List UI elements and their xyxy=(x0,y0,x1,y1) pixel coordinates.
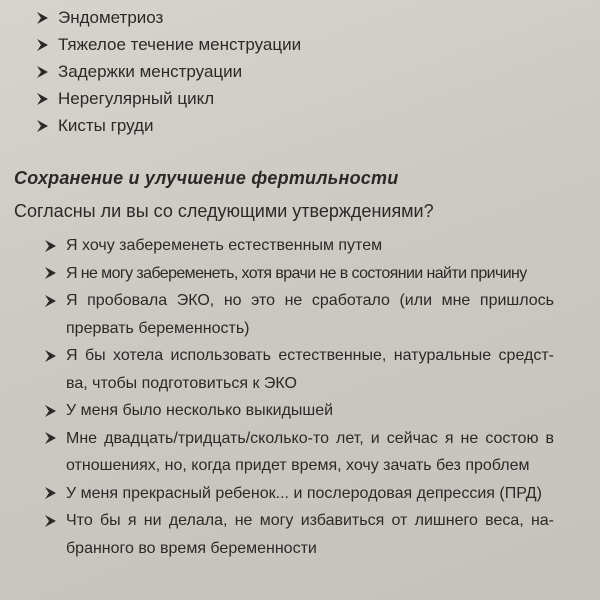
arrow-bullet-icon xyxy=(44,260,60,287)
arrow-bullet-icon xyxy=(36,85,52,112)
section-title: Сохранение и улучшение фертильности xyxy=(14,168,399,188)
list-item-text: Что бы я ни делала, не могу избавиться от лишнего веса, на-бранного во время беременности xyxy=(66,512,554,557)
arrow-bullet-icon xyxy=(44,397,60,424)
list-item-text: Эндометриоз xyxy=(58,8,164,27)
list-item-text: Я бы хотела использовать естественные, натуральные средст-ва, чтобы подготовиться к ЭКО xyxy=(66,347,554,392)
arrow-bullet-icon xyxy=(36,4,52,31)
list-item-text: Я хочу забеременеть естественным путем xyxy=(66,237,383,254)
statement-list xyxy=(44,232,554,562)
question-text: Согласны ли вы со следующими утверждениями? xyxy=(14,201,434,221)
arrow-bullet-icon xyxy=(44,342,60,369)
list-item xyxy=(36,85,576,112)
symptom-list xyxy=(36,4,576,139)
list-item-text: Кисты груди xyxy=(58,116,154,135)
list-item xyxy=(44,397,554,425)
list-item xyxy=(44,480,554,508)
arrow-bullet-icon xyxy=(44,232,60,259)
list-item-text: У меня было несколько выкидышей xyxy=(66,402,334,419)
list-item xyxy=(44,425,554,480)
arrow-bullet-icon xyxy=(44,287,60,314)
list-item-text: Мне двадцать/тридцать/сколько-то лет, и сейчас я не состою в отношениях, но, когда придет время, хочу зачать без проблем xyxy=(66,429,554,474)
list-item-text: Тяжелое течение менструации xyxy=(58,35,302,54)
list-item xyxy=(36,58,576,85)
list-item xyxy=(36,112,576,139)
arrow-bullet-icon xyxy=(44,425,60,452)
arrow-bullet-icon xyxy=(44,480,60,507)
list-item-text: Задержки менструации xyxy=(58,62,243,81)
list-item-text: Я не могу забеременеть, хотя врачи не в состоянии найти причину xyxy=(66,264,527,282)
list-item xyxy=(44,507,554,562)
list-item xyxy=(44,342,554,397)
list-item-text: Нерегулярный цикл xyxy=(58,89,215,108)
list-item xyxy=(36,31,576,58)
list-item xyxy=(44,232,554,260)
list-item-text: Я пробовала ЭКО, но это не сработало (или мне пришлось прервать беременность) xyxy=(66,292,554,337)
arrow-bullet-icon xyxy=(36,31,52,58)
list-item-text: У меня прекрасный ребенок... и послеродовая депрессия (ПРД) xyxy=(66,484,542,502)
arrow-bullet-icon xyxy=(36,58,52,85)
list-item xyxy=(36,4,576,31)
arrow-bullet-icon xyxy=(36,112,52,139)
arrow-bullet-icon xyxy=(44,507,60,534)
list-item xyxy=(44,260,554,288)
list-item xyxy=(44,287,554,342)
